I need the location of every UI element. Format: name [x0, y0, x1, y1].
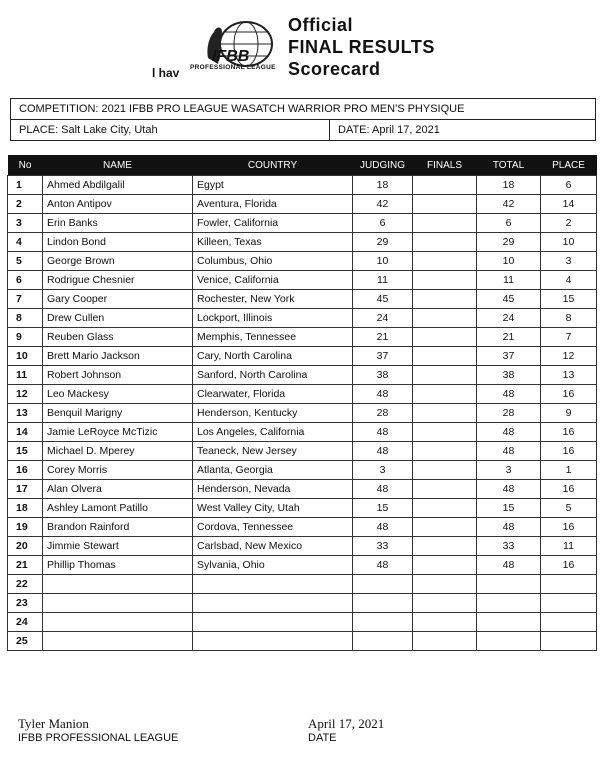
table-row [8, 461, 597, 480]
cell-total: 48 [477, 556, 541, 575]
cell-total: 48 [477, 442, 541, 461]
cell-place: 1 [541, 461, 597, 480]
table-row [8, 176, 597, 195]
cell-name: George Brown [43, 252, 193, 271]
cell-name: Brandon Rainford [43, 518, 193, 537]
cell-name: Leo Mackesy [43, 385, 193, 404]
table-row [8, 252, 597, 271]
cell-judging: 48 [353, 442, 413, 461]
cell-finals [413, 442, 477, 461]
table-row [8, 290, 597, 309]
table-row [8, 347, 597, 366]
cell-total: 21 [477, 328, 541, 347]
cell-finals [413, 423, 477, 442]
cell-no: 17 [8, 480, 43, 499]
cell-total: 45 [477, 290, 541, 309]
cell-name: Benquil Marigny [43, 404, 193, 423]
table-row [8, 556, 597, 575]
cell-name: Brett Mario Jackson [43, 347, 193, 366]
cell-place: 4 [541, 271, 597, 290]
competition-place: PLACE: Salt Lake City, Utah [11, 120, 330, 140]
table-header-row [8, 155, 597, 176]
cell-finals [413, 385, 477, 404]
cell-total: 18 [477, 176, 541, 195]
cell-total: 48 [477, 518, 541, 537]
competition-info [10, 98, 596, 141]
table-row [8, 195, 597, 214]
cell-no: 22 [8, 575, 43, 594]
cell-total [477, 594, 541, 613]
title-line-3: Scorecard [288, 59, 381, 79]
cell-total: 6 [477, 214, 541, 233]
table-row [8, 613, 597, 632]
table-row [8, 385, 597, 404]
table-row [8, 366, 597, 385]
cell-judging: 33 [353, 537, 413, 556]
cell-country: Aventura, Florida [193, 195, 353, 214]
cell-judging: 11 [353, 271, 413, 290]
cell-name: Jimmie Stewart [43, 537, 193, 556]
cell-country: Atlanta, Georgia [193, 461, 353, 480]
cell-total [477, 613, 541, 632]
cell-no: 8 [8, 309, 43, 328]
table-row [8, 214, 597, 233]
cell-finals [413, 537, 477, 556]
header-total: TOTAL [477, 155, 541, 176]
cell-no: 14 [8, 423, 43, 442]
cell-judging: 24 [353, 309, 413, 328]
cell-judging: 38 [353, 366, 413, 385]
cell-country: Clearwater, Florida [193, 385, 353, 404]
cell-place: 10 [541, 233, 597, 252]
header-place: PLACE [541, 155, 597, 176]
cell-total: 48 [477, 423, 541, 442]
cell-finals [413, 461, 477, 480]
cell-finals [413, 480, 477, 499]
cell-place: 15 [541, 290, 597, 309]
cell-judging: 48 [353, 480, 413, 499]
page-title [288, 14, 435, 80]
cell-name: Gary Cooper [43, 290, 193, 309]
cell-finals [413, 252, 477, 271]
cell-no: 19 [8, 518, 43, 537]
title-line-1: Official [288, 15, 354, 35]
cell-finals [413, 214, 477, 233]
cell-country: Sylvania, Ohio [193, 556, 353, 575]
cell-country [193, 575, 353, 594]
cell-judging: 6 [353, 214, 413, 233]
cell-no: 21 [8, 556, 43, 575]
signer-block [18, 716, 178, 744]
cell-judging: 42 [353, 195, 413, 214]
cell-finals [413, 613, 477, 632]
cell-finals [413, 195, 477, 214]
table-row [8, 518, 597, 537]
cell-finals [413, 594, 477, 613]
cell-no: 10 [8, 347, 43, 366]
cell-name [43, 632, 193, 651]
cell-country: Henderson, Kentucky [193, 404, 353, 423]
cell-judging [353, 575, 413, 594]
cell-name: Erin Banks [43, 214, 193, 233]
cell-country: Fowler, California [193, 214, 353, 233]
cell-no: 1 [8, 176, 43, 195]
cell-name: Rodrigue Chesnier [43, 271, 193, 290]
cell-finals [413, 632, 477, 651]
cell-judging: 48 [353, 385, 413, 404]
table-row [8, 480, 597, 499]
table-row [8, 309, 597, 328]
header-judging: JUDGING [353, 155, 413, 176]
cell-total: 42 [477, 195, 541, 214]
cell-place: 6 [541, 176, 597, 195]
cell-no: 15 [8, 442, 43, 461]
cell-no: 16 [8, 461, 43, 480]
cell-total: 48 [477, 480, 541, 499]
cell-name: Jamie LeRoyce McTizic [43, 423, 193, 442]
cell-no: 2 [8, 195, 43, 214]
cell-judging: 10 [353, 252, 413, 271]
cell-country: Sanford, North Carolina [193, 366, 353, 385]
table-row [8, 328, 597, 347]
cell-finals [413, 271, 477, 290]
cell-no: 23 [8, 594, 43, 613]
table-row [8, 404, 597, 423]
cell-name [43, 575, 193, 594]
cell-finals [413, 347, 477, 366]
cell-name: Phillip Thomas [43, 556, 193, 575]
cell-no: 5 [8, 252, 43, 271]
cell-finals [413, 309, 477, 328]
signer-name: Tyler Manion [18, 716, 89, 731]
cell-total: 33 [477, 537, 541, 556]
cell-name: Reuben Glass [43, 328, 193, 347]
cell-place [541, 613, 597, 632]
cell-country: Henderson, Nevada [193, 480, 353, 499]
cell-judging: 48 [353, 556, 413, 575]
cell-finals [413, 366, 477, 385]
title-line-2: FINAL RESULTS [288, 37, 435, 57]
results-table [7, 155, 597, 651]
cell-place [541, 575, 597, 594]
cell-country [193, 594, 353, 613]
cell-finals [413, 404, 477, 423]
cell-country: Lockport, Illinois [193, 309, 353, 328]
cell-finals [413, 176, 477, 195]
date-block [308, 716, 384, 744]
cell-finals [413, 290, 477, 309]
cell-place: 16 [541, 518, 597, 537]
signer-org: IFBB PROFESSIONAL LEAGUE [18, 732, 179, 744]
cell-no: 20 [8, 537, 43, 556]
cell-name: Drew Cullen [43, 309, 193, 328]
scorecard-header [150, 14, 450, 82]
table-row [8, 575, 597, 594]
competition-date: DATE: April 17, 2021 [338, 124, 440, 136]
date-label: DATE [308, 732, 337, 744]
table-row [8, 233, 597, 252]
cell-country: Teaneck, New Jersey [193, 442, 353, 461]
cell-judging: 15 [353, 499, 413, 518]
table-row [8, 442, 597, 461]
cell-judging: 48 [353, 518, 413, 537]
cell-judging: 18 [353, 176, 413, 195]
cell-total: 29 [477, 233, 541, 252]
table-row [8, 594, 597, 613]
cell-total: 11 [477, 271, 541, 290]
cell-country: Los Angeles, California [193, 423, 353, 442]
cell-name: Anton Antipov [43, 195, 193, 214]
table-row [8, 423, 597, 442]
logo-word: IFBB [212, 48, 250, 65]
cell-place: 12 [541, 347, 597, 366]
cell-name: Ashley Lamont Patillo [43, 499, 193, 518]
cell-no: 18 [8, 499, 43, 518]
cell-finals [413, 575, 477, 594]
cell-total: 37 [477, 347, 541, 366]
cell-no: 12 [8, 385, 43, 404]
cell-judging: 29 [353, 233, 413, 252]
signature-date: April 17, 2021 [308, 716, 385, 731]
cell-no: 11 [8, 366, 43, 385]
cell-place: 16 [541, 480, 597, 499]
cell-name: Ahmed Abdilgalil [43, 176, 193, 195]
cell-place [541, 594, 597, 613]
cell-place: 16 [541, 385, 597, 404]
cell-total: 28 [477, 404, 541, 423]
header-finals: FINALS [413, 155, 477, 176]
cell-place: 14 [541, 195, 597, 214]
cell-no: 24 [8, 613, 43, 632]
cell-country: West Valley City, Utah [193, 499, 353, 518]
cell-total: 15 [477, 499, 541, 518]
cell-country [193, 632, 353, 651]
cell-total: 3 [477, 461, 541, 480]
cell-no: 7 [8, 290, 43, 309]
cell-name: Corey Morris [43, 461, 193, 480]
cell-country: Egypt [193, 176, 353, 195]
cell-total: 24 [477, 309, 541, 328]
cell-country: Rochester, New York [193, 290, 353, 309]
cell-judging: 37 [353, 347, 413, 366]
cell-place [541, 632, 597, 651]
cell-judging [353, 613, 413, 632]
table-row [8, 537, 597, 556]
cell-total: 10 [477, 252, 541, 271]
cell-total: 48 [477, 385, 541, 404]
cell-name: Alan Olvera [43, 480, 193, 499]
cell-name [43, 594, 193, 613]
cell-judging: 3 [353, 461, 413, 480]
cell-no: 4 [8, 233, 43, 252]
cell-place: 7 [541, 328, 597, 347]
cell-judging: 28 [353, 404, 413, 423]
cell-place: 3 [541, 252, 597, 271]
cell-name: Robert Johnson [43, 366, 193, 385]
cell-judging [353, 632, 413, 651]
cell-judging: 48 [353, 423, 413, 442]
cell-country: Cordova, Tennessee [193, 518, 353, 537]
cell-no: 13 [8, 404, 43, 423]
cell-place: 16 [541, 442, 597, 461]
competition-name: COMPETITION: 2021 IFBB PRO LEAGUE WASATCH WARRIOR PRO MEN'S PHYSIQUE [11, 99, 595, 120]
cell-total [477, 575, 541, 594]
cell-finals [413, 499, 477, 518]
cell-finals [413, 556, 477, 575]
table-row [8, 271, 597, 290]
scrap-text: l hav [152, 66, 180, 80]
cell-no: 9 [8, 328, 43, 347]
cell-country: Carlsbad, New Mexico [193, 537, 353, 556]
table-row [8, 499, 597, 518]
header-country: COUNTRY [193, 155, 353, 176]
cell-total: 38 [477, 366, 541, 385]
cell-total [477, 632, 541, 651]
cell-place: 5 [541, 499, 597, 518]
table-row [8, 632, 597, 651]
cell-finals [413, 328, 477, 347]
cell-country [193, 613, 353, 632]
cell-place: 8 [541, 309, 597, 328]
cell-no: 3 [8, 214, 43, 233]
cell-no: 6 [8, 271, 43, 290]
cell-place: 13 [541, 366, 597, 385]
cell-place: 16 [541, 556, 597, 575]
header-name: NAME [43, 155, 193, 176]
cell-country: Columbus, Ohio [193, 252, 353, 271]
cell-name: Michael D. Mperey [43, 442, 193, 461]
cell-judging: 21 [353, 328, 413, 347]
cell-judging: 45 [353, 290, 413, 309]
logo-subtitle: PROFESSIONAL LEAGUE [190, 64, 276, 71]
cell-place: 9 [541, 404, 597, 423]
cell-name [43, 613, 193, 632]
cell-finals [413, 233, 477, 252]
header-no: No [8, 155, 43, 176]
cell-country: Cary, North Carolina [193, 347, 353, 366]
cell-no: 25 [8, 632, 43, 651]
cell-place: 11 [541, 537, 597, 556]
cell-country: Memphis, Tennessee [193, 328, 353, 347]
cell-finals [413, 518, 477, 537]
cell-country: Venice, California [193, 271, 353, 290]
cell-country: Killeen, Texas [193, 233, 353, 252]
cell-name: Lindon Bond [43, 233, 193, 252]
cell-place: 16 [541, 423, 597, 442]
cell-judging [353, 594, 413, 613]
cell-place: 2 [541, 214, 597, 233]
